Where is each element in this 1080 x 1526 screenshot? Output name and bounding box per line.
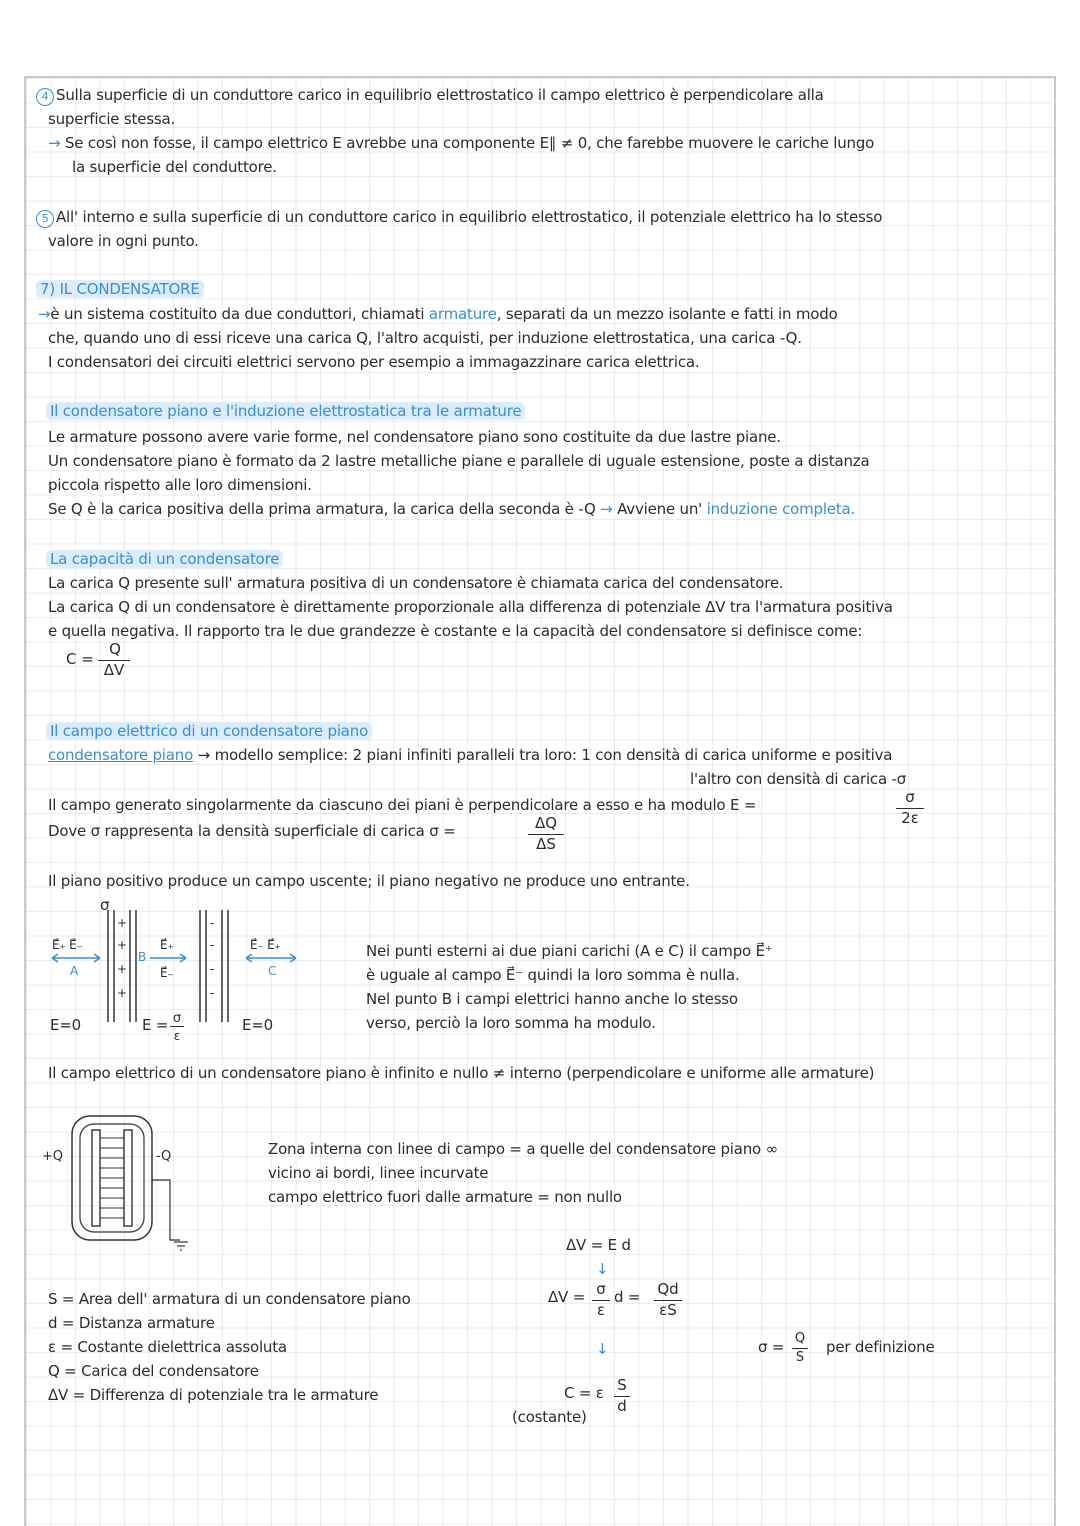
sigma-num: ΔQ <box>534 814 558 832</box>
point-4-line1 <box>36 86 824 106</box>
legend-d: d = Distanza armature <box>48 1314 215 1332</box>
vector-c: E⃗₋ E⃗₊ <box>250 938 281 952</box>
piano-line4: Se Q è la carica positiva della prima armatura, la carica della seconda è -Q → Avviene un' induzione completa. <box>48 500 856 518</box>
minus-sign: - <box>210 938 215 952</box>
minus-sign: - <box>210 986 215 1000</box>
vector-b-top: E⃗₊ <box>160 938 174 952</box>
capacity-formula-num: Q <box>109 640 121 658</box>
derivation-step2-num2: Qd <box>657 1280 679 1298</box>
e-zero-right: E=0 <box>242 1016 273 1034</box>
plus-sign: + <box>117 916 127 930</box>
derivation-step2-den: ε <box>592 1300 610 1319</box>
diagram1-text-line3: Nel punto B i campi elettrici hanno anche lo stesso <box>366 990 738 1008</box>
derivation-step2-den2: εS <box>654 1300 682 1319</box>
sigma-def-lhs: σ = <box>758 1338 785 1356</box>
vector-a: E⃗₊ E⃗₋ <box>52 938 83 952</box>
derivation-step2-mid: d = <box>614 1288 641 1306</box>
sigma-def-note: per definizione <box>826 1338 935 1356</box>
condensatore-line2: che, quando uno di essi riceve una carica Q, l'altro acquisti, per induzione elettrostatica, una carica -Q. <box>48 329 802 347</box>
induzione-completa-term: induzione completa. <box>706 500 856 518</box>
derivation-step3-num: S <box>617 1376 627 1394</box>
diagram1-text-line2: è uguale al campo E⃗⁻ quindi la loro somma è nulla. <box>366 966 740 984</box>
condensatore-line1: →è un sistema costituito da due conduttori, chiamati armature, separati da un mezzo isolante e fatti in modo <box>38 305 838 323</box>
e-field-den: 2ε <box>896 808 924 827</box>
piano-line2: Un condensatore piano è formato da 2 lastre metalliche piane e parallele di uguale estensione, poste a distanza <box>48 452 870 470</box>
arrow-icon: → <box>38 305 51 323</box>
campo-line3: Il campo generato singolarmente da ciascuno dei piani è perpendicolare a esso e ha modulo E = <box>48 796 757 814</box>
plus-q-label: +Q <box>42 1149 63 1164</box>
diagram2-text-line3: campo elettrico fuori dalle armature = non nullo <box>268 1188 622 1206</box>
sigma-def-den: S <box>792 1348 808 1367</box>
point-5-line2: valore in ogni punto. <box>48 232 199 250</box>
legend-eps: ε = Costante dielettrica assoluta <box>48 1338 287 1356</box>
campo-line1: condensatore piano → modello semplice: 2 piani infiniti paralleli tra loro: 1 con densità di carica uniforme e positiva <box>48 746 893 764</box>
armature-term: armature <box>428 305 497 323</box>
capacity-formula-den: ΔV <box>98 660 130 679</box>
point-4-text: Sulla superficie di un conduttore carico in equilibrio elettrostatico il campo elettrico è perpendicolare alla <box>56 86 824 104</box>
capacita-heading: La capacità di un condensatore <box>46 550 283 568</box>
arrow-icon: → <box>48 134 65 152</box>
arrow-icon: → <box>193 746 215 764</box>
piano-line3: piccola rispetto alle loro dimensioni. <box>48 476 312 494</box>
minus-sign: - <box>210 916 215 930</box>
sigma-label: σ <box>100 896 110 914</box>
legend-s: S = Area dell' armatura di un condensatore piano <box>48 1290 411 1308</box>
derivation-step2-lhs: ΔV = <box>548 1288 586 1306</box>
minus-q-label: -Q <box>156 1149 171 1164</box>
point-number-4: 4 <box>36 88 54 106</box>
derivation-step3-lhs: C = ε <box>564 1384 604 1402</box>
down-arrow-icon: ↓ <box>596 1260 609 1278</box>
campo-heading: Il campo elettrico di un condensatore piano <box>46 722 372 740</box>
condensatore-heading: 7) IL CONDENSATORE <box>36 280 204 298</box>
e-mid-num: σ <box>172 1011 182 1026</box>
e-field-num: σ <box>905 788 915 806</box>
capacity-formula-lhs: C = <box>66 650 94 668</box>
plus-sign: + <box>117 986 127 1000</box>
diagram1-text-line1: Nei punti esterni ai due piani carichi (A e C) il campo E⃗⁺ <box>366 942 773 960</box>
capacita-line2: La carica Q di un condensatore è direttamente proporzionale alla differenza di potenziale ΔV tra l'armatura positiva <box>48 598 893 616</box>
point-5-line1: 5 All' interno e sulla superficie di un conduttore carico in equilibrio elettrostatico, il potenziale elettrico ha lo stesso <box>36 208 882 228</box>
point-b-label: B <box>138 950 147 964</box>
derivation-step2-num: σ <box>596 1280 606 1298</box>
point-number-5: 5 <box>36 210 54 228</box>
capacitor-svg <box>40 1100 220 1260</box>
legend-dv: ΔV = Differenza di potenziale tra le armature <box>48 1386 379 1404</box>
minus-sign: - <box>210 962 215 976</box>
campo-line2: l'altro con densità di carica -σ <box>690 770 907 788</box>
plus-sign: + <box>117 938 127 952</box>
sigma-def-num: Q <box>794 1331 806 1346</box>
e-mid-label: E = <box>142 1016 169 1034</box>
campo-line4: Dove σ rappresenta la densità superficiale di carica σ = <box>48 822 456 840</box>
planes-svg <box>40 896 340 1046</box>
vector-b-bottom: E⃗₋ <box>160 966 174 980</box>
capacita-line3: e quella negativa. Il rapporto tra le due grandezze è costante e la capacità del condensatore si definisce come: <box>48 622 863 640</box>
planes-diagram <box>40 896 340 1046</box>
piano-heading: Il condensatore piano e l'induzione elettrostatica tra le armature <box>46 402 525 420</box>
e-mid-den: ε <box>170 1026 184 1045</box>
point-4-line2: superficie stessa. <box>48 110 176 128</box>
point-c-label: C <box>268 964 277 978</box>
arrow-icon: → <box>595 500 618 518</box>
diagram2-text-line1: Zona interna con linee di campo = a quelle del condensatore piano ∞ <box>268 1140 778 1158</box>
point-4-arrow-line2: la superficie del conduttore. <box>72 158 277 176</box>
diagram2-text-line2: vicino ai bordi, linee incurvate <box>268 1164 489 1182</box>
derivation-step1: ΔV = E d <box>566 1236 631 1254</box>
diagram1-text-line4: verso, perciò la loro somma ha modulo. <box>366 1014 656 1032</box>
plus-sign: + <box>117 962 127 976</box>
campo-line5: Il piano positivo produce un campo uscente; il piano negativo ne produce uno entrante. <box>48 872 690 890</box>
point-4-arrow-line: → Se così non fosse, il campo elettrico E avrebbe una componente E∥ ≠ 0, che farebbe muovere le cariche lungo <box>48 134 875 152</box>
condensatore-line3: I condensatori dei circuiti elettrici servono per esempio a immagazzinare carica elettrica. <box>48 353 700 371</box>
legend-q: Q = Carica del condensatore <box>48 1362 259 1380</box>
derivation-costante-note: (costante) <box>512 1408 587 1426</box>
e-zero-left: E=0 <box>50 1016 81 1034</box>
point-a-label: A <box>70 964 79 978</box>
capacitor-diagram <box>40 1100 220 1260</box>
derivation-step3-den: d <box>614 1396 630 1415</box>
sigma-den: ΔS <box>528 834 564 853</box>
campo-summary: Il campo elettrico di un condensatore piano è infinito e nullo ≠ interno (perpendicolare e uniforme alle armature) <box>48 1064 875 1082</box>
capacita-line1: La carica Q presente sull' armatura positiva di un condensatore è chiamata carica del condensatore. <box>48 574 784 592</box>
piano-line1: Le armature possono avere varie forme, nel condensatore piano sono costituite da due lastre piane. <box>48 428 781 446</box>
down-arrow-icon: ↓ <box>596 1340 609 1358</box>
